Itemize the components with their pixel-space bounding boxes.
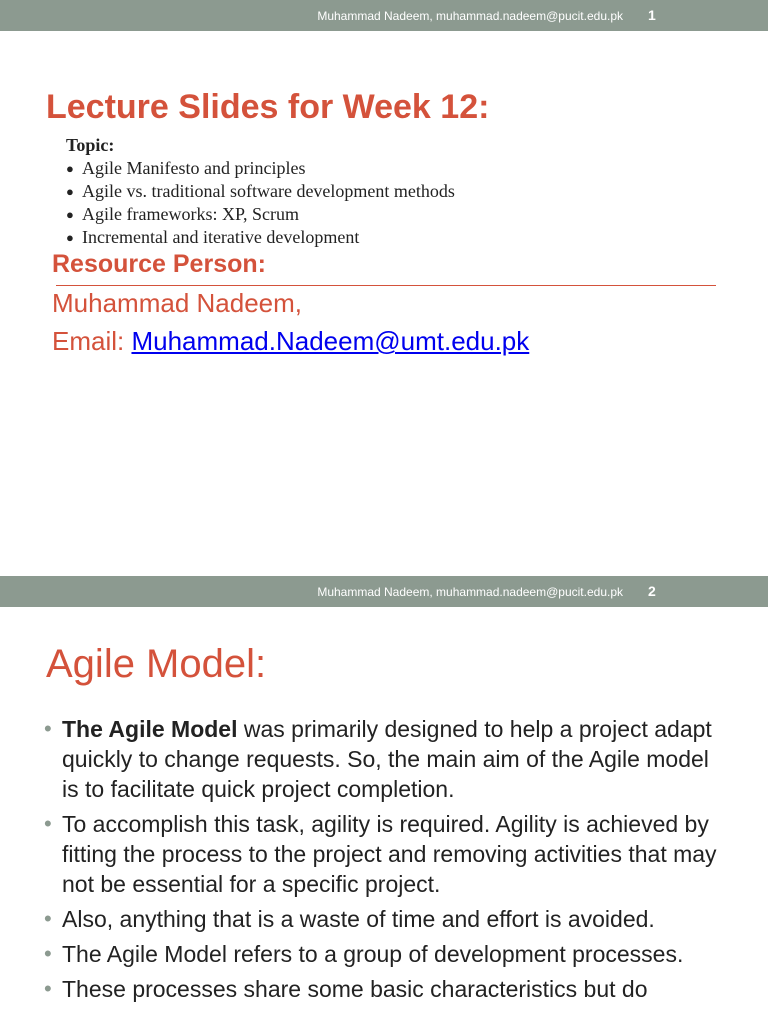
bullet-bold-text: The Agile Model bbox=[62, 716, 238, 742]
bullet-item bbox=[44, 974, 724, 1004]
topic-item: ● Agile frameworks: XP, Scrum bbox=[66, 204, 299, 224]
topic-item: ● Agile Manifesto and principles bbox=[66, 158, 306, 178]
bullet-dot-icon: ● bbox=[66, 207, 74, 222]
bullet-text: The Agile Model refers to a group of development processes. bbox=[62, 941, 684, 967]
slide-2 bbox=[0, 576, 768, 1024]
divider-line bbox=[56, 285, 716, 286]
email-link[interactable]: Muhammad.Nadeem@umt.edu.pk bbox=[131, 326, 530, 356]
bullet-item bbox=[44, 939, 724, 969]
bullet-dot-icon: • bbox=[44, 811, 52, 836]
bullet-item bbox=[44, 904, 724, 934]
slide-header-bar bbox=[0, 0, 768, 31]
topic-label: Topic: bbox=[66, 135, 115, 155]
bullet-dot-icon: • bbox=[44, 941, 52, 966]
bullet-dot-icon: ● bbox=[66, 161, 74, 176]
slide-page-number: 2 bbox=[648, 583, 656, 599]
topic-item: ● Incremental and iterative development bbox=[66, 227, 360, 247]
bullet-text: These processes share some basic characteristics but do bbox=[62, 976, 648, 1002]
email-label: Email: bbox=[52, 326, 132, 356]
bullet-item bbox=[44, 714, 724, 804]
resource-person-label: Resource Person: bbox=[52, 250, 266, 278]
bullet-dot-icon: ● bbox=[66, 230, 74, 245]
bullet-list bbox=[44, 714, 724, 1009]
bullet-dot-icon: ● bbox=[66, 184, 74, 199]
email-line bbox=[52, 326, 529, 357]
bullet-dot-icon: • bbox=[44, 906, 52, 931]
bullet-text: To accomplish this task, agility is required. Agility is achieved by fitting the process to the project and removing activities that may not be essential for a specific project. bbox=[62, 811, 717, 897]
bullet-dot-icon: • bbox=[44, 716, 52, 741]
bullet-dot-icon: • bbox=[44, 976, 52, 1001]
slide-header-bar bbox=[0, 576, 768, 607]
topic-list bbox=[66, 134, 455, 249]
bullet-text: Also, anything that is a waste of time and effort is avoided. bbox=[62, 906, 655, 932]
slide-title: Agile Model: bbox=[46, 642, 267, 686]
topic-item: ● Agile vs. traditional software development methods bbox=[66, 181, 455, 201]
header-author-email: Muhammad Nadeem, muhammad.nadeem@pucit.edu.pk bbox=[317, 9, 623, 23]
header-author-email: Muhammad Nadeem, muhammad.nadeem@pucit.edu.pk bbox=[317, 585, 623, 599]
resource-person-name: Muhammad Nadeem, bbox=[52, 288, 302, 318]
bullet-item bbox=[44, 809, 724, 899]
slide-title: Lecture Slides for Week 12: bbox=[46, 88, 490, 126]
bullet-text: was primarily designed to help a project adapt quickly to change requests. So, the main aim of the Agile model is to facilitate quick project completion. bbox=[62, 716, 712, 802]
slide-page-number: 1 bbox=[648, 7, 656, 23]
